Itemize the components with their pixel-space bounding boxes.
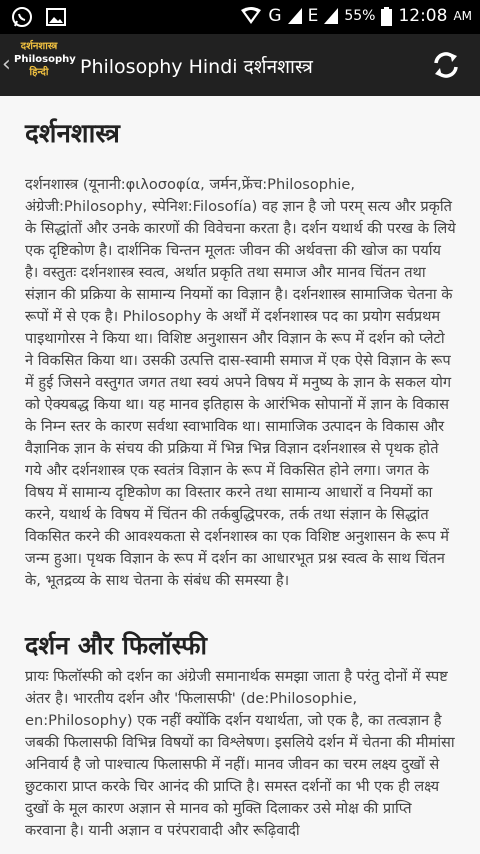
article-content: [25, 100, 457, 842]
signal-type-label: G: [268, 6, 282, 26]
app-logo[interactable]: [14, 40, 76, 88]
section-heading-philosophy: दर्शनशास्त्र: [25, 119, 120, 149]
clock-time: 12:08: [398, 6, 448, 26]
section-heading-darshan-vs-philosophy: दर्शन और फिलॉस्फी: [25, 631, 208, 660]
status-bar: [0, 0, 480, 34]
signal-bars-icon-2: [324, 8, 338, 24]
section-paragraph-darshan-vs-philosophy: प्रायः फिलॉस्फी को दर्शन का अंग्रेजी समानार्थक समझा जाता है परंतु दोनों में स्पष्ट अंतर है। भारतीय दर्शन और 'फिलासफी' (de:Philosophie, en:Philosophy) एक नहीं क्योंकि दर्शन यथार्थता, जो एक है, का तत्वज्ञान है जबकी फिलासफी विभिन्न विषयों का विश्लेषण। इसलिये दर्शन में चेतना की मीमांसा अनिवार्य है जो पाश्चात्य फिलासफी में नहीं। मानव जीवन का चरम लक्ष्य दुखों से छुटकारा प्राप्त करके चिर आनंद की प्राप्ति है। समस्त दर्शनों का भी एक ही लक्ष्य दुखों के मूल कारण अज्ञान से मानव को मुक्ति दिलाकर उसे मोक्ष की प्राप्ति करवाना है। यानी अज्ञान व परंपरावादी और रूढ़िवादी: [25, 668, 455, 839]
whatsapp-icon: [10, 5, 34, 29]
battery-icon: [381, 7, 392, 26]
battery-percent: 55%: [344, 8, 376, 24]
wifi-icon: [240, 7, 262, 25]
network-type-label: E: [307, 6, 319, 26]
section-paragraph-philosophy: दर्शनशास्त्र (यूनानी:φιλοσοφία, जर्मन,फ्रेंच:Philosophie, अंग्रेजी:Philosophy, स्पेनिश:Filosofía) वह ज्ञान है जो परम् सत्य और प्रकृति के सिद्धांतों और उनके कारणों की विवेचना करता है। दर्शन यथार्थ की परख के लिये एक दृष्टिकोण है। दार्शनिक चिन्तन मूलतः जीवन की अर्थवत्ता की खोज का पर्याय है। वस्तुतः दर्शनशास्त्र स्वत्व, अर्थात प्रकृति तथा समाज और मानव चिंतन तथा संज्ञान की प्रक्रिया के सामान्य नियमों का विज्ञान है। दर्शनशास्त्र सामाजिक चेतना के रूपों में से एक है। Philosophy के अर्थों में दर्शनशास्त्र पद का प्रयोग सर्वप्रथम पाइथागोरस ने किया था। विशिष्ट अनुशासन और विज्ञान के रूप में दर्शन को प्लेटो ने विकसित किया था। उसकी उत्पत्ति दास-स्वामी समाज में एक ऐसे विज्ञान के रूप में हुई जिसने वस्तुगत जगत तथा स्वयं अपने विषय में मनुष्य के ज्ञान के सकल योग को ऐक्यबद्ध किया था। यह मानव इतिहास के आरंभिक सोपानों में ज्ञान के विकास के निम्न स्तर के कारण सर्वथा स्वाभाविक था। सामाजिक उत्पादन के विकास और वैज्ञानिक ज्ञान के संचय की प्रक्रिया में भिन्न भिन्न विज्ञान दर्शनशास्त्र से पृथक होते गये और दर्शनशास्त्र एक स्वतंत्र विज्ञान के रूप में विकसित होने लगा। जगत के विषय में सामान्य दृष्टिकोण का विस्तार करने तथा सामान्य आधारों व नियमों का करने, यथार्थ के विषय में चिंतन की तर्कबुद्धिपरक, तर्क तथा संज्ञान के सिद्धांत विकसित करने की आवश्यकता से दर्शनशास्त्र का एक विशिष्ट अनुशासन के रूप में जन्म हुआ। पृथक विज्ञान के रूप में दर्शन का आधारभूत प्रश्न स्वत्व के साथ चिंतन के, भूतद्रव्य के साथ चेतना के संबंध की समस्या है।: [25, 176, 456, 589]
logo-top-text: दर्शनशास्त्र: [20, 41, 58, 52]
refresh-icon[interactable]: [430, 49, 462, 81]
clock-ampm: AM: [453, 9, 472, 23]
app-bar: [0, 34, 480, 96]
status-indicators: [240, 6, 472, 26]
logo-mid-text: Philosophy: [14, 54, 76, 65]
image-icon: [44, 5, 68, 29]
back-chevron-icon[interactable]: ‹: [2, 52, 11, 77]
notification-icons: [10, 5, 68, 29]
logo-bottom-text: हिन्दी: [29, 67, 49, 78]
signal-bars-icon: [288, 8, 302, 24]
app-title: Philosophy Hindi दर्शनशास्त्र: [80, 56, 313, 78]
